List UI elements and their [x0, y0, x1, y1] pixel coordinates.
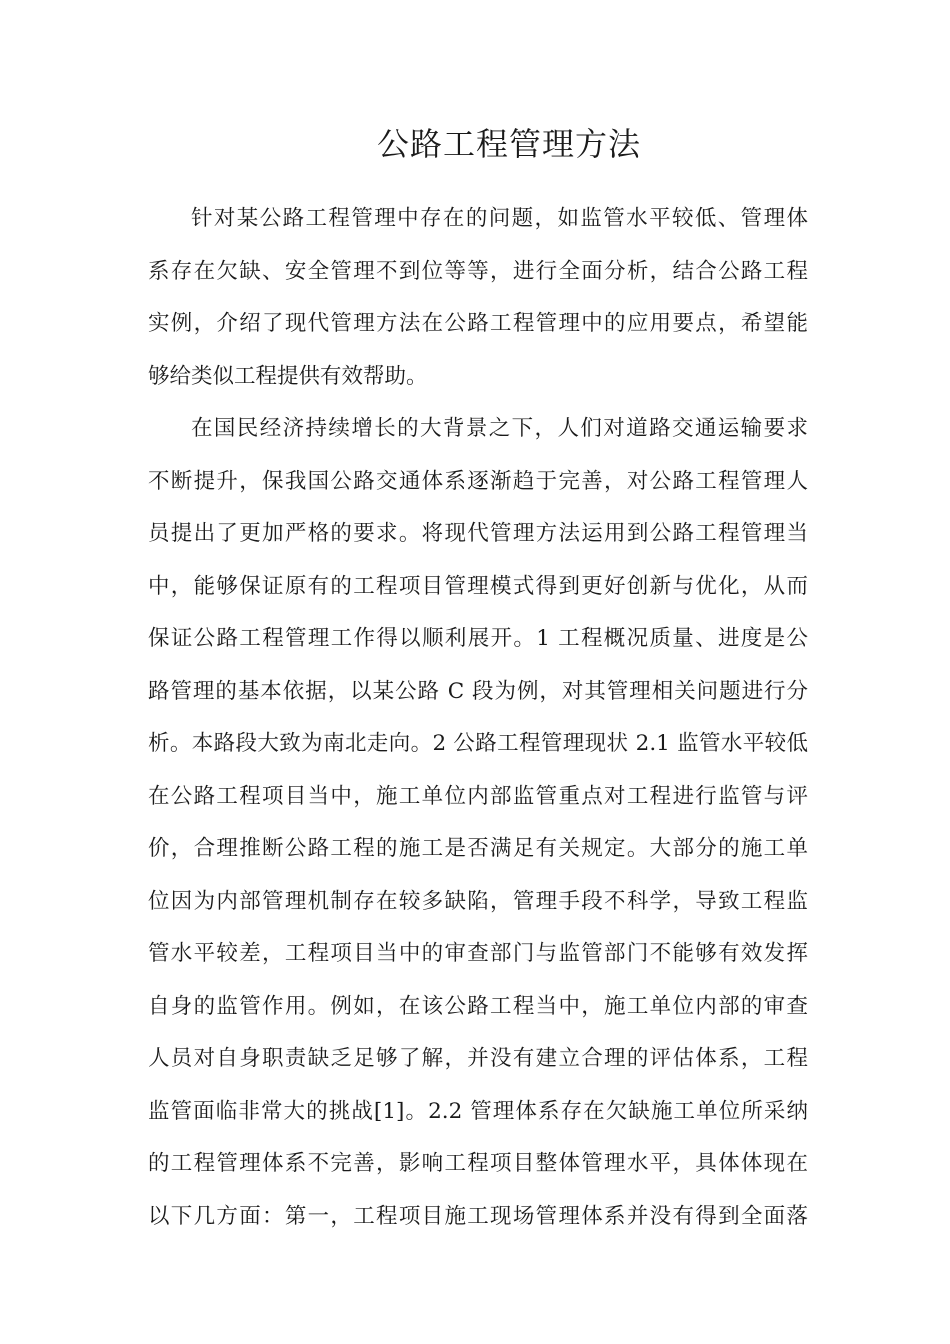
text-line: 在国民经济持续增长的大背景之下，人们对道路交通运输要求 [191, 416, 808, 441]
text-line: 自身的监管作用。例如，在该公路工程当中，施工单位内部的审查 [148, 993, 808, 1019]
text-line: 监管面临非常大的挑战[1]。2.2 管理体系存在欠缺施工单位所采纳 [148, 1098, 808, 1124]
text-line: 员提出了更加严格的要求。将现代管理方法运用到公路工程管理当 [148, 521, 808, 546]
text-line: 路管理的基本依据，以某公路 C 段为例，对其管理相关问题进行分 [148, 678, 808, 704]
text-line: 人员对自身职责缺乏足够了解，并没有建立合理的评估体系，工程 [148, 1046, 808, 1071]
text-line: 实例，介绍了现代管理方法在公路工程管理中的应用要点，希望能 [148, 311, 808, 336]
text-line: 不断提升，保我国公路交通体系逐渐趋于完善，对公路工程管理人 [148, 468, 808, 494]
text-line: 针对某公路工程管理中存在的问题，如监管水平较低、管理体 [191, 206, 808, 231]
document-body [148, 193, 808, 1243]
text-line: 中，能够保证原有的工程项目管理模式得到更好创新与优化，从而 [148, 573, 808, 599]
text-line: 价，合理推断公路工程的施工是否满足有关规定。大部分的施工单 [148, 836, 808, 861]
paragraph-1 [148, 193, 808, 403]
text-line: 系存在欠缺、安全管理不到位等等，进行全面分析，结合公路工程 [148, 258, 808, 284]
text-line: 的工程管理体系不完善，影响工程项目整体管理水平，具体体现在 [148, 1151, 808, 1176]
text-line: 保证公路工程管理工作得以顺利展开。1 工程概况质量、进度是公 [148, 626, 808, 651]
text-line: 位因为内部管理机制存在较多缺陷，管理手段不科学，导致工程监 [148, 888, 808, 914]
text-line: 析。本路段大致为南北走向。2 公路工程管理现状 2.1 监管水平较低 [148, 731, 808, 756]
text-line: 管水平较差，工程项目当中的审查部门与监管部门不能够有效发挥 [148, 941, 808, 966]
text-line: 以下几方面：第一，工程项目施工现场管理体系并没有得到全面落 [148, 1203, 808, 1229]
paragraph-2 [148, 403, 808, 1243]
text-line: 够给类似工程提供有效帮助。 [148, 363, 428, 389]
document-title: 公路工程管理方法 [376, 125, 641, 163]
text-line: 在公路工程项目当中，施工单位内部监管重点对工程进行监管与评 [148, 783, 808, 809]
